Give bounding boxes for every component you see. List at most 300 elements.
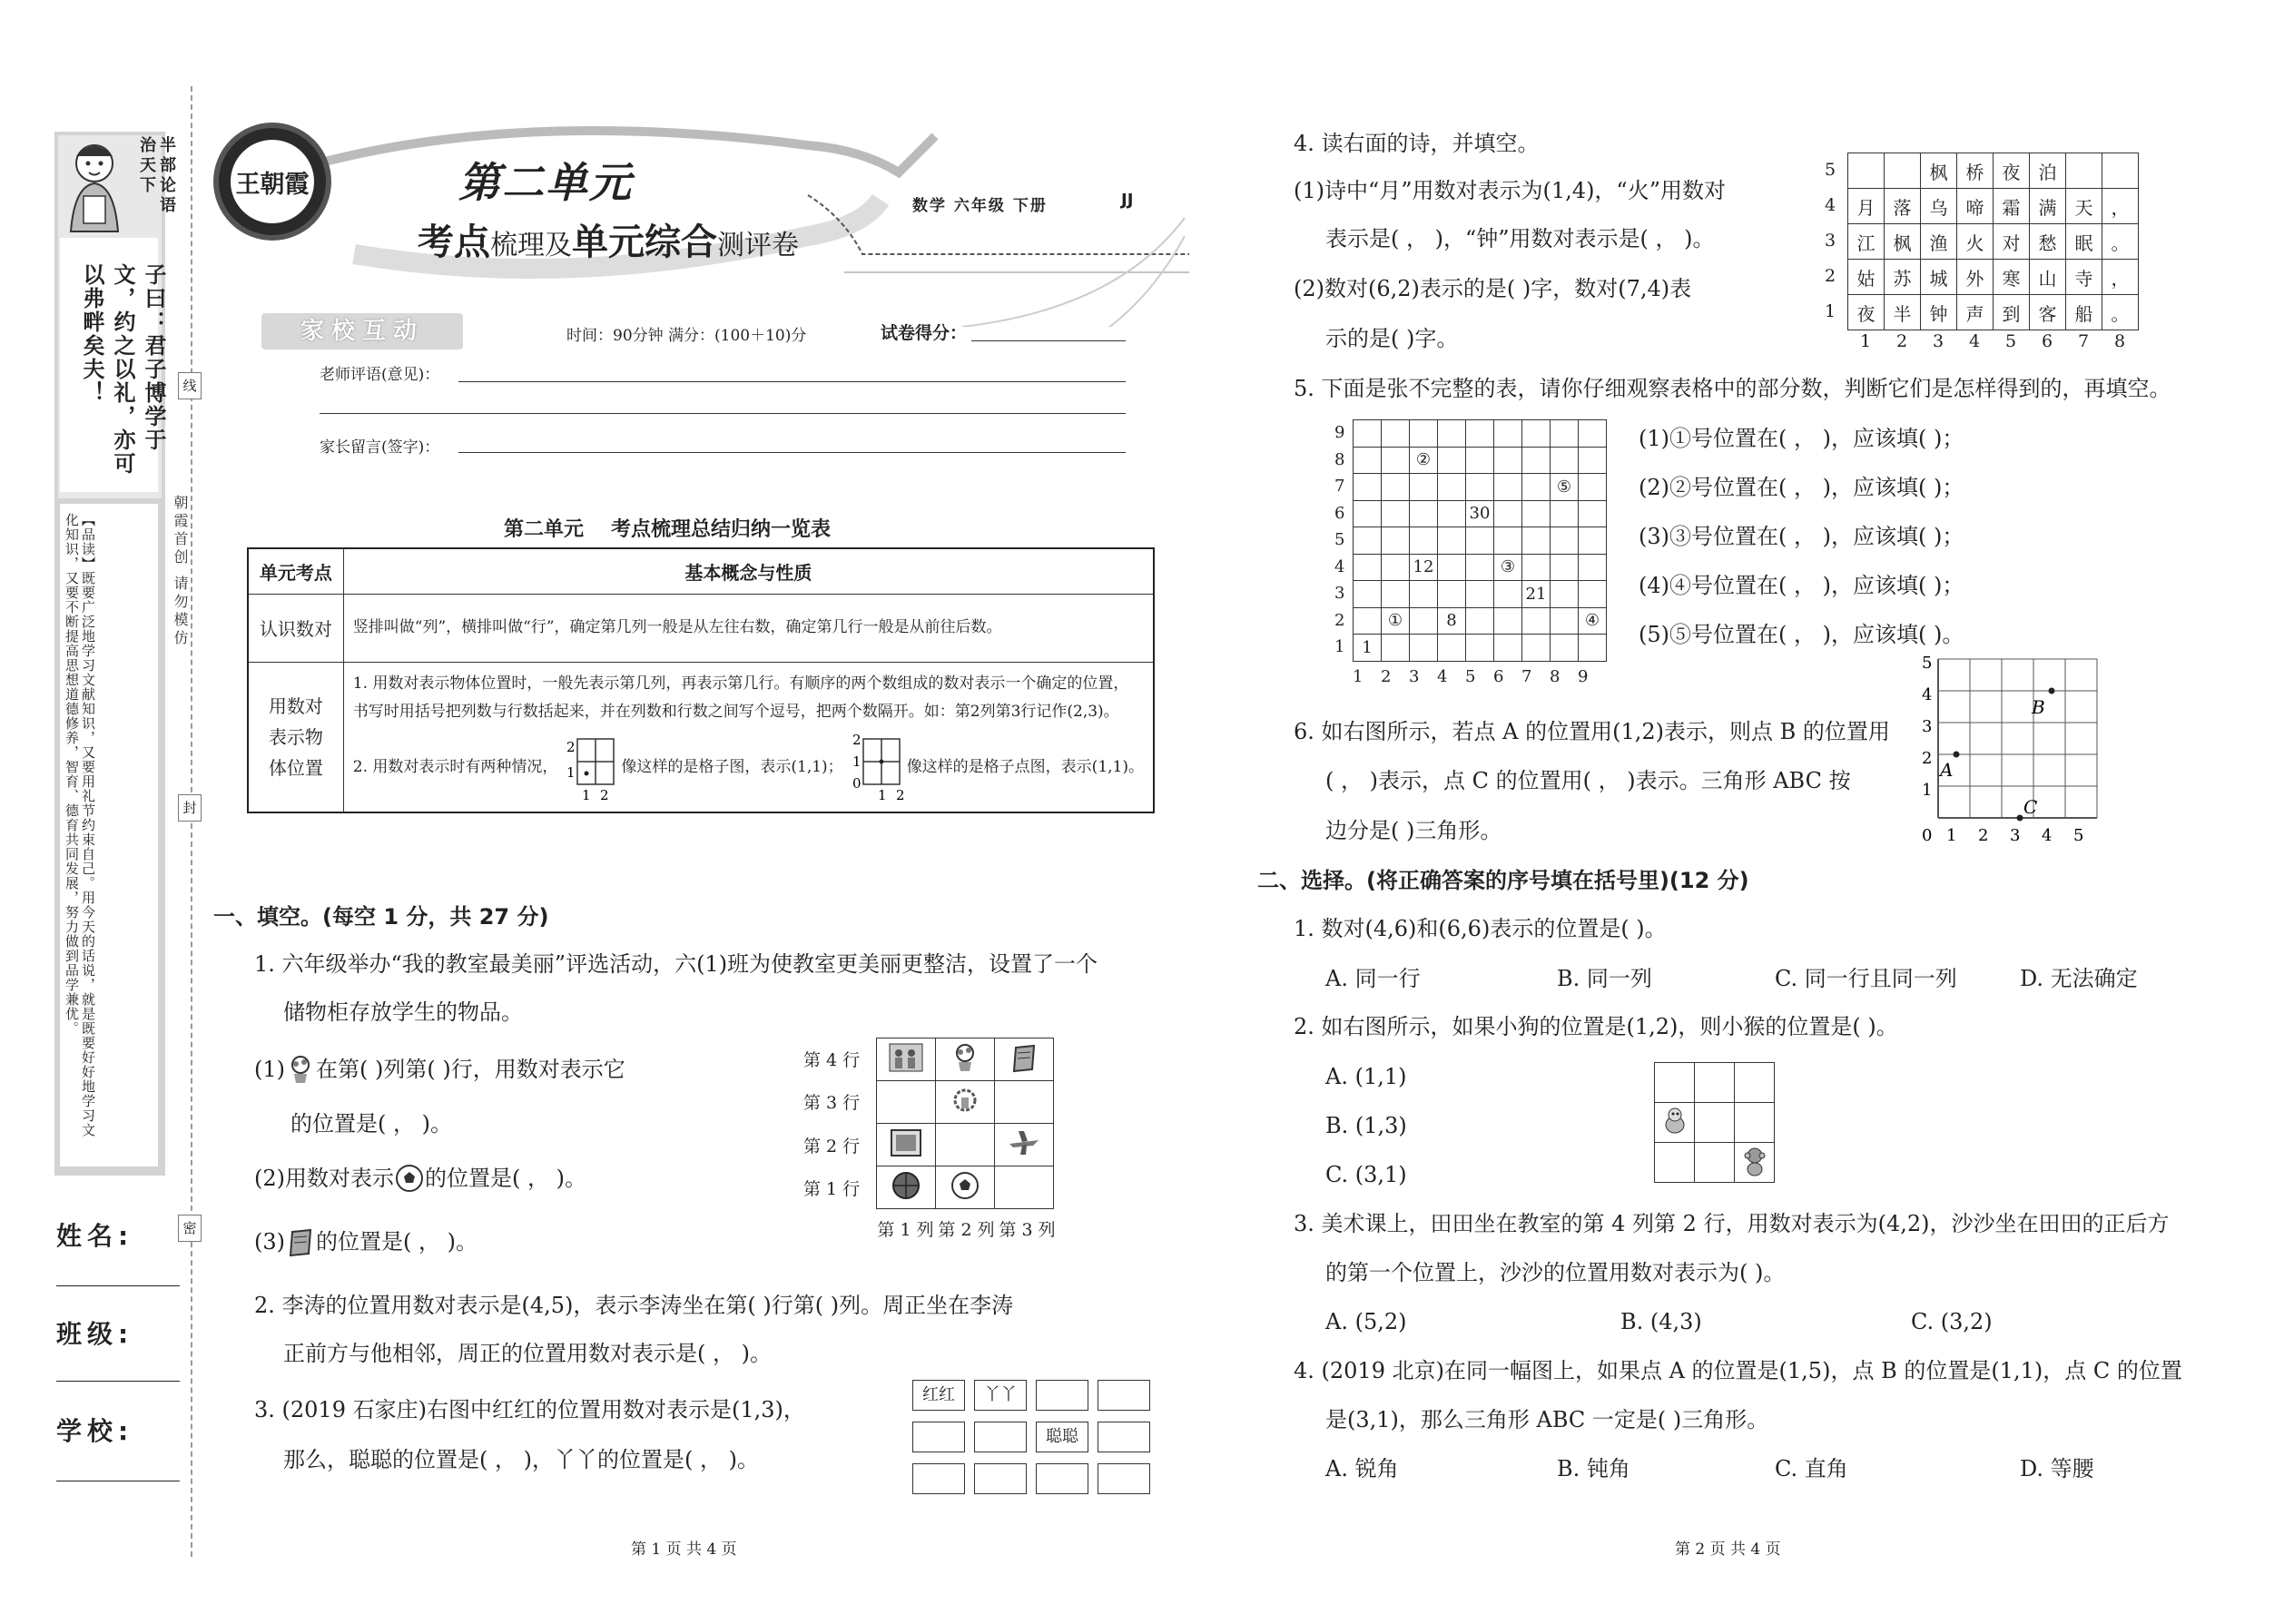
number-grid-cell	[1522, 554, 1551, 581]
q5-title: 5. 下面是张不完整的表，请你仔细观察表格中的部分数，判断它们是怎样得到的，再填空。	[1294, 376, 2171, 401]
book-icon	[285, 1226, 316, 1257]
poem-cell: 江	[1848, 224, 1885, 260]
q5-item: (3)③号位置在( ， )，应该填( )；	[1639, 524, 1964, 549]
number-grid-cell	[1494, 635, 1522, 662]
dog-monkey-grid	[1654, 1062, 1775, 1183]
point-a	[1954, 752, 1960, 758]
poem-cell	[1848, 153, 1885, 189]
summary-col-value: 基本概念与性质	[343, 548, 1154, 594]
seat-chart	[912, 1380, 1150, 1494]
poem-cell: 愁	[2030, 224, 2066, 260]
number-grid-y-label: 9	[1334, 423, 1345, 442]
seat-box	[1036, 1380, 1088, 1411]
number-grid-cell	[1494, 607, 1522, 635]
number-grid-cell	[1438, 527, 1466, 555]
locker-row-label: 第 1 行	[803, 1179, 861, 1199]
poem-y-label: 3	[1825, 231, 1836, 251]
abc-y-label: 5	[1922, 654, 1933, 673]
poem-cell: 对	[1994, 224, 2030, 260]
locker-cell	[936, 1124, 995, 1166]
abc-y-label: 3	[1922, 717, 1933, 736]
c4-option: C. 直角	[1775, 1456, 1848, 1481]
number-grid-cell: 8	[1438, 607, 1466, 635]
poem-y-label: 5	[1825, 160, 1836, 180]
number-grid-cell	[1410, 500, 1438, 527]
time-score-info: 时间：90分钟 满分：(100＋10)分	[566, 327, 807, 345]
page-number-2: 第 2 页 共 4 页	[1675, 1540, 1781, 1559]
abc-y-label: 4	[1922, 685, 1933, 704]
number-grid-x-label: 7	[1521, 667, 1532, 686]
poem-cell: 城	[1921, 260, 1957, 295]
number-grid-row	[1354, 500, 1607, 527]
q1-sub1c: 的位置是( ， )。	[290, 1111, 452, 1137]
section2-title: 二、选择。(将正确答案的序号填在括号里)(12 分)	[1257, 868, 1749, 893]
locker-cell	[877, 1166, 936, 1209]
q5-item: (1)①号位置在( ， )，应该填( )；	[1639, 426, 1964, 451]
number-grid-row	[1354, 420, 1607, 448]
poem-x-label: 8	[2113, 331, 2126, 351]
number-grid-x-label: 1	[1353, 667, 1364, 686]
number-grid-cell	[1466, 581, 1494, 608]
q5-item: (5)⑤号位置在( ， )，应该填( )。	[1639, 622, 1964, 647]
number-grid-row	[1354, 474, 1607, 501]
plant-icon	[285, 1054, 316, 1085]
point-b	[2049, 688, 2055, 694]
point-b-label: B	[2032, 696, 2045, 718]
number-grid-cell	[1438, 447, 1466, 474]
number-grid-cell	[1354, 554, 1382, 581]
q1-line2: 储物柜存放学生的物品。	[283, 999, 523, 1025]
poem-cell: 寒	[1994, 260, 2030, 295]
c4-option: B. 钝角	[1557, 1456, 1630, 1481]
poem-y-label: 1	[1825, 301, 1836, 321]
number-grid-cell	[1494, 527, 1522, 555]
mini-cell-grid	[557, 732, 621, 804]
number-grid-cell	[1410, 635, 1438, 662]
q1-sub2: (2)用数对表示 的位置是( ， )。	[254, 1162, 586, 1195]
poem-x-label: 2	[1895, 331, 1908, 351]
number-grid-cell: 21	[1522, 581, 1551, 608]
number-grid-cell	[1466, 635, 1494, 662]
school-input-line[interactable]	[56, 1480, 180, 1481]
seat-box	[1098, 1422, 1150, 1452]
number-grid-cell	[1410, 527, 1438, 555]
number-grid-cell	[1466, 420, 1494, 448]
number-grid-cell	[1382, 500, 1410, 527]
number-grid-cell	[1579, 527, 1607, 555]
name-label: 姓名:	[56, 1221, 134, 1251]
parent-comment-label: 家长留言(签字)：	[320, 438, 440, 457]
locker-grid	[876, 1038, 1054, 1209]
poem-cell: ，	[2102, 189, 2139, 224]
number-grid-cell	[1438, 635, 1466, 662]
number-grid-cell	[1494, 500, 1522, 527]
poem-y-label: 4	[1825, 195, 1836, 215]
plant-icon	[950, 1042, 980, 1073]
number-grid-cell	[1354, 474, 1382, 501]
seat-box	[912, 1463, 965, 1494]
poem-cell: 客	[2030, 295, 2066, 330]
number-grid-cell	[1551, 554, 1579, 581]
poem-cell: 月	[1848, 189, 1885, 224]
poem-cell: 桥	[1957, 153, 1994, 189]
poem-x-axis	[1847, 331, 2138, 351]
number-grid-x-label: 6	[1493, 667, 1504, 686]
number-grid-cell	[1438, 581, 1466, 608]
number-grid-cell	[1354, 447, 1382, 474]
q2-line1: 2. 李涛的位置用数对表示是(4,5)，表示李涛坐在第( )行第( )列。周正坐在李涛	[254, 1293, 1014, 1318]
number-grid-cell	[1382, 527, 1410, 555]
q4-sub1b: 表示是( ， )，“钟”用数对表示是( ， )。	[1325, 226, 1715, 251]
poem-cell: 天	[2066, 189, 2102, 224]
poem-cell: 夜	[1994, 153, 2030, 189]
abc-y-label: 0	[1922, 826, 1933, 845]
summary-row	[248, 594, 1154, 662]
poem-cell: ，	[2102, 260, 2139, 295]
poem-x-label: 5	[2004, 331, 2017, 351]
summary-table	[247, 547, 1155, 813]
c4-option: D. 等腰	[2020, 1456, 2094, 1481]
poem-cell: 到	[1994, 295, 2030, 330]
poem-x-label: 3	[1932, 331, 1944, 351]
poem-cell: 。	[2102, 295, 2139, 330]
seat-box: 红红	[912, 1380, 965, 1411]
poem-row	[1848, 189, 2139, 224]
seat-box	[1036, 1463, 1088, 1494]
q4-sub2b: 示的是( )字。	[1325, 326, 1459, 351]
mini-grid-label: 2	[566, 738, 576, 755]
number-grid-cell: ③	[1494, 554, 1522, 581]
grid-cell	[1655, 1103, 1695, 1143]
abc-y-label: 2	[1922, 749, 1933, 768]
sidebar-quote: 子曰：君子博学于文，约之以礼，亦可以弗畔矣夫！	[79, 263, 166, 476]
c4-option: A. 锐角	[1325, 1456, 1399, 1481]
number-grid-row	[1354, 527, 1607, 555]
book-icon	[1009, 1042, 1039, 1073]
number-grid-x-label: 2	[1381, 667, 1392, 686]
page-number-1: 第 1 页 共 4 页	[631, 1540, 737, 1559]
q2-line2: 正前方与他相邻，周正的位置用数对表示是( ， )。	[283, 1341, 772, 1366]
number-grid-cell	[1579, 420, 1607, 448]
poem-x-label: 6	[2041, 331, 2053, 351]
q3-line2: 那么，聪聪的位置是( ， )，丫丫的位置是( ， )。	[283, 1447, 759, 1472]
number-grid-cell	[1522, 607, 1551, 635]
number-grid-cell	[1438, 420, 1466, 448]
cut-word-secret: 密	[178, 1215, 202, 1242]
poem-cell: 满	[2030, 189, 2066, 224]
point-c	[2017, 815, 2023, 822]
brand-logo	[213, 123, 331, 241]
poem-cell	[1885, 153, 1921, 189]
q6-line1: 6. 如右图所示，若点 A 的位置用(1,2)表示，则点 B 的位置用	[1294, 719, 1890, 744]
number-grid-cell	[1579, 635, 1607, 662]
poem-cell	[2066, 153, 2102, 189]
number-grid-y-label: 6	[1334, 503, 1345, 523]
poem-cell: 声	[1957, 295, 1994, 330]
c3-option: B. (4,3)	[1620, 1309, 1702, 1334]
mini-grid-label: 1	[852, 753, 861, 770]
grid-cell	[1655, 1063, 1695, 1103]
dog-icon	[1659, 1105, 1690, 1137]
q1-sub1: (1) 在第( )列第( )行，用数对表示它	[254, 1053, 625, 1086]
number-grid-cell	[1466, 447, 1494, 474]
number-grid-cell	[1466, 607, 1494, 635]
c2-option: C. (3,1)	[1325, 1162, 1407, 1187]
number-grid-cell	[1382, 635, 1410, 662]
number-grid-cell	[1438, 474, 1466, 501]
seat-box: 丫丫	[974, 1380, 1027, 1411]
teacher-comment-line-2[interactable]	[320, 413, 1126, 414]
number-grid-cell	[1494, 581, 1522, 608]
number-grid-y-label: 7	[1334, 477, 1345, 496]
poem-cell: 霜	[1994, 189, 2030, 224]
c4-line2: 是(3,1)，那么三角形 ABC 一定是( )三角形。	[1325, 1407, 1769, 1432]
c3-line1: 3. 美术课上，田田坐在教室的第 4 列第 2 行，用数对表示为(4,2)，沙沙坐在田田的正后方	[1294, 1211, 2170, 1236]
summary-value: 竖排叫做“列”，横排叫做“行”，确定第几列一般是从左往右数，确定第几行一般是从前往后数。	[343, 594, 1154, 662]
abc-x-label: 3	[2010, 826, 2021, 845]
q3-line1: 3. (2019 石家庄)右图中红红的位置用数对表示是(1,3)，	[254, 1397, 805, 1422]
number-grid-cell	[1410, 420, 1438, 448]
point-a-label: A	[1940, 759, 1954, 781]
home-school-banner: 家校互动	[261, 313, 463, 349]
q6-line3: 边分是( )三角形。	[1325, 818, 1502, 843]
summary-header-row	[248, 548, 1154, 594]
number-grid-y-label: 8	[1334, 449, 1345, 469]
number-grid-cell	[1354, 581, 1382, 608]
abc-x-label: 5	[2073, 826, 2084, 845]
flower-wreath-icon	[950, 1085, 980, 1116]
summary-col-key: 单元考点	[248, 548, 343, 594]
c1-option: C. 同一行且同一列	[1775, 966, 1957, 991]
basketball-icon	[891, 1170, 921, 1201]
class-label: 班级:	[56, 1319, 134, 1349]
unit-title: 第二单元	[458, 158, 633, 207]
locker-cell	[995, 1038, 1054, 1081]
number-grid-cell	[1494, 474, 1522, 501]
seat-box	[1098, 1463, 1150, 1494]
number-grid-x-axis	[1353, 667, 1606, 686]
name-input-line[interactable]	[56, 1284, 180, 1286]
number-grid-cell	[1579, 581, 1607, 608]
number-grid-cell	[1354, 420, 1382, 448]
teacher-comment-label: 老师评语(意见)：	[320, 366, 440, 384]
q4-title: 4. 读右面的诗，并填空。	[1294, 131, 1540, 156]
number-grid-row	[1354, 635, 1607, 662]
number-grid-y-label: 3	[1334, 584, 1345, 603]
summary-table-title: 第二单元 考点梳理总结归纳一览表	[504, 518, 832, 541]
c4-line1: 4. (2019 北京)在同一幅图上，如果点 A 的位置是(1,5)，点 B 的位置是(1,1)，点 C 的位置	[1294, 1358, 2182, 1383]
poem-row	[1848, 260, 2139, 295]
poem-x-label: 4	[1968, 331, 1981, 351]
mini-grid-label: 2	[852, 731, 861, 748]
number-grid-cell	[1382, 554, 1410, 581]
number-grid-cell	[1382, 474, 1410, 501]
number-grid-x-label: 9	[1578, 667, 1589, 686]
locker-cell	[877, 1038, 936, 1081]
c3-option: A. (5,2)	[1325, 1309, 1407, 1334]
seat-box	[1098, 1380, 1150, 1411]
number-grid-cell	[1382, 581, 1410, 608]
number-grid-cell: ①	[1382, 607, 1410, 635]
abc-x-label: 4	[2042, 826, 2053, 845]
summary-value	[343, 662, 1154, 812]
c1-question: 1. 数对(4,6)和(6,6)表示的位置是( )。	[1294, 916, 1667, 941]
number-grid-y-label: 4	[1334, 556, 1345, 576]
number-grid-row	[1354, 447, 1607, 474]
number-grid-y-label: 1	[1334, 637, 1345, 656]
poem-cell: 渔	[1921, 224, 1957, 260]
poem-row	[1848, 224, 2139, 260]
c2-option: B. (1,3)	[1325, 1113, 1407, 1138]
number-grid-x-label: 3	[1409, 667, 1420, 686]
parent-comment-line[interactable]	[458, 452, 1126, 453]
number-grid-cell: ④	[1579, 607, 1607, 635]
number-grid	[1353, 419, 1607, 662]
number-grid-cell: ②	[1410, 447, 1438, 474]
kids-picture-icon	[888, 1042, 924, 1073]
mini-grid-label: 2	[895, 786, 905, 803]
logo-text: 王朝霞	[231, 140, 314, 223]
poem-cell: 山	[2030, 260, 2066, 295]
abc-y-label: 1	[1922, 781, 1933, 800]
c3-line2: 的第一个位置上，沙沙的位置用数对表示为( )。	[1325, 1260, 1786, 1285]
side-copyright-note: 朝霞首创 请勿模仿	[172, 495, 189, 649]
number-grid-cell	[1522, 420, 1551, 448]
number-grid-cell	[1522, 500, 1551, 527]
airplane-toy-icon	[1006, 1127, 1042, 1158]
mini-grid-label: 1	[566, 763, 576, 781]
poem-grid	[1847, 153, 2139, 330]
q5-item: (4)④号位置在( ， )，应该填( )；	[1639, 573, 1964, 598]
seat-box	[912, 1422, 965, 1452]
poem-cell: 落	[1885, 189, 1921, 224]
number-grid-row	[1354, 554, 1607, 581]
poem-cell: 泊	[2030, 153, 2066, 189]
soccer-ball-icon	[394, 1163, 425, 1194]
poem-cell: 枫	[1921, 153, 1957, 189]
c1-option: B. 同一列	[1557, 966, 1652, 991]
cut-word-seal: 封	[178, 794, 202, 822]
subject-grade-line: 数学 六年级 下册	[912, 197, 1048, 215]
locker-cell	[936, 1166, 995, 1209]
grid-cell	[1695, 1063, 1735, 1103]
number-grid-cell	[1579, 554, 1607, 581]
poem-row	[1848, 295, 2139, 330]
summary-row	[248, 662, 1154, 812]
soccer-ball-icon	[950, 1170, 980, 1201]
number-grid-cell	[1579, 447, 1607, 474]
edition-label: JJ	[1121, 191, 1134, 210]
number-grid-cell: 1	[1354, 635, 1382, 662]
number-grid-cell	[1438, 500, 1466, 527]
number-grid-y-label: 5	[1334, 530, 1345, 549]
number-grid-cell	[1579, 474, 1607, 501]
locker-cell	[995, 1081, 1054, 1124]
locker-col-label: 第 1 列	[877, 1220, 934, 1240]
poem-cell: 枫	[1885, 224, 1921, 260]
mini-dot-grid	[843, 732, 907, 804]
number-grid-cell	[1466, 554, 1494, 581]
summary-key: 认识数对	[248, 594, 343, 662]
abc-x-label: 1	[1946, 826, 1957, 845]
locker-row-label: 第 3 行	[803, 1093, 861, 1113]
number-grid-cell	[1551, 635, 1579, 662]
number-grid-cell	[1551, 420, 1579, 448]
score-input-line[interactable]	[971, 340, 1126, 341]
number-grid-cell	[1382, 420, 1410, 448]
locker-cell	[995, 1166, 1054, 1209]
c2-question: 2. 如右图所示，如果小狗的位置是(1,2)，则小猴的位置是( )。	[1294, 1014, 1898, 1039]
number-grid-cell	[1494, 447, 1522, 474]
number-grid-x-label: 8	[1550, 667, 1561, 686]
mini-grid-label: 2	[600, 786, 609, 803]
poem-cell: 夜	[1848, 295, 1885, 330]
number-grid-cell	[1522, 635, 1551, 662]
number-grid-cell	[1494, 420, 1522, 448]
poem-row	[1848, 153, 2139, 189]
number-grid-cell	[1354, 607, 1382, 635]
poem-x-label: 7	[2077, 331, 2090, 351]
c3-option: C. (3,2)	[1911, 1309, 1993, 1334]
number-grid-cell	[1410, 607, 1438, 635]
number-grid-cell	[1522, 447, 1551, 474]
poem-y-axis	[1825, 153, 1836, 330]
number-grid-cell	[1466, 474, 1494, 501]
seat-box	[974, 1463, 1027, 1494]
summary-paragraph-1: 1. 用数对表示物体位置时，一般先表示第几列，再表示第几行。有顺序的两个数组成的数对表示一个确定的位置，书写时用括号把列数与行数括起来，并在列数和行数之间写个逗号，把两个数隔开。如：第2列第3行记作(2,3)。	[352, 674, 1129, 721]
section1-title: 一、填空。(每空 1 分，共 27 分)	[213, 904, 549, 930]
number-grid-cell	[1354, 500, 1382, 527]
q1-line1: 1. 六年级举办“我的教室最美丽”评选活动，六(1)班为使教室更美丽更整洁，设置了一个	[254, 951, 1098, 977]
number-grid-cell	[1410, 581, 1438, 608]
number-grid-row	[1354, 607, 1607, 635]
cut-word-line: 线	[178, 372, 202, 399]
abc-x-label: 2	[1978, 826, 1989, 845]
poem-x-label: 1	[1859, 331, 1872, 351]
number-grid-row	[1354, 581, 1607, 608]
teacher-comment-line[interactable]	[458, 381, 1126, 382]
grid-cell	[1695, 1103, 1735, 1143]
score-label: 试卷得分：	[881, 323, 968, 343]
locker-cell	[995, 1124, 1054, 1166]
q4-sub2a: (2)数对(6,2)表示的是( )字，数对(7,4)表	[1294, 276, 1692, 301]
school-label: 学校:	[56, 1416, 134, 1446]
mini-grid-label: 0	[852, 774, 861, 792]
number-grid-cell	[1522, 474, 1551, 501]
number-grid-cell: ⑤	[1551, 474, 1579, 501]
poem-cell: 钟	[1921, 295, 1957, 330]
number-grid-cell: 12	[1410, 554, 1438, 581]
q1-sub3: (3) 的位置是( ， )。	[254, 1225, 478, 1258]
q5-item: (2)②号位置在( ， )，应该填( )；	[1639, 475, 1964, 500]
poem-cell: 火	[1957, 224, 1994, 260]
sidebar-motto: 半部论语治天下	[137, 136, 176, 216]
locker-col-label: 第 3 列	[999, 1220, 1056, 1240]
q6-line2: ( ， )表示，点 C 的位置用( ， )表示。三角形 ABC 按	[1325, 768, 1851, 793]
grid-cell	[1695, 1143, 1735, 1183]
class-input-line[interactable]	[56, 1380, 180, 1382]
grid-cell	[1735, 1143, 1775, 1183]
poem-y-label: 2	[1825, 266, 1836, 286]
q5-answer-list	[1639, 422, 1964, 667]
binding-dashed-line	[191, 86, 192, 1557]
q4-sub1a: (1)诗中“月”用数对表示为(1,4)，“火”用数对	[1294, 178, 1726, 203]
locker-cell	[877, 1124, 936, 1166]
point-c-label: C	[2023, 796, 2038, 818]
locker-row-label: 第 2 行	[803, 1137, 861, 1156]
number-grid-cell	[1551, 581, 1579, 608]
poem-cell: 啼	[1957, 189, 1994, 224]
